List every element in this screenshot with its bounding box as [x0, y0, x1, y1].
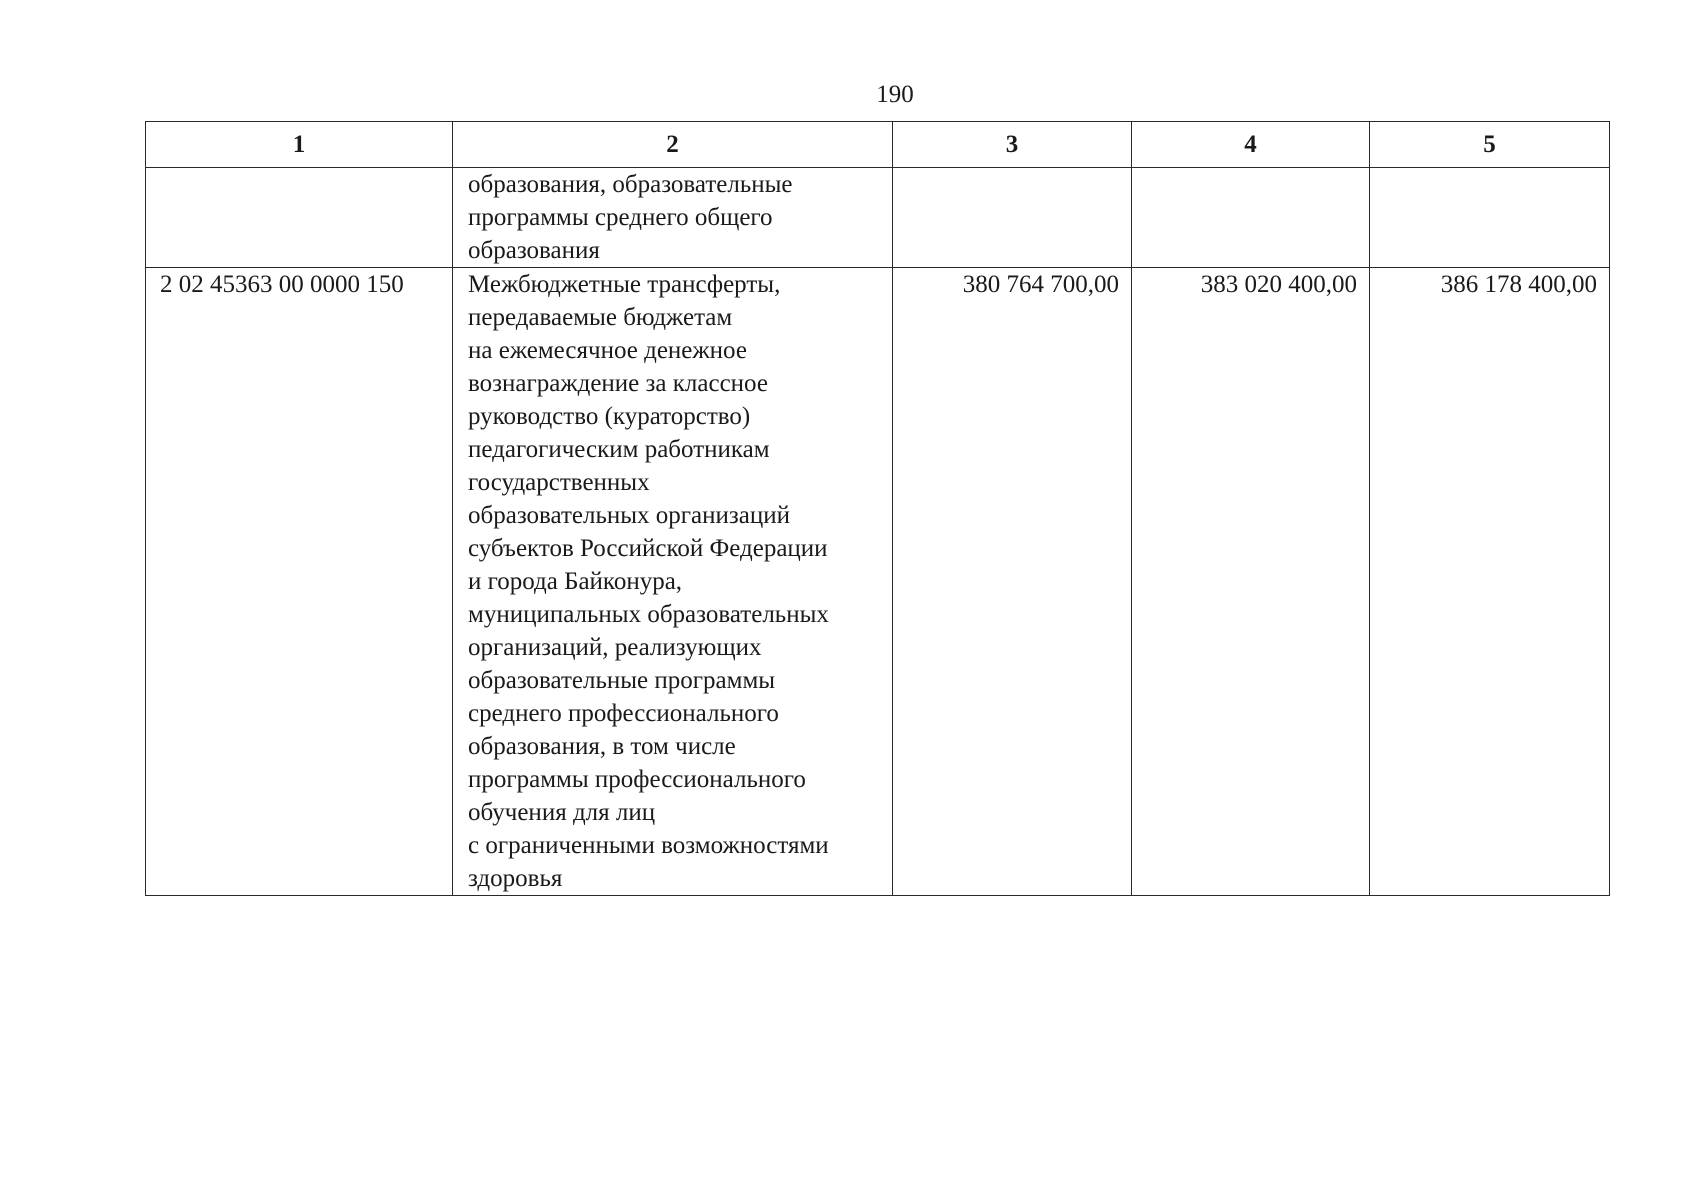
description-line: вознаграждение за классное	[468, 370, 768, 397]
description-line: среднего профессионального	[468, 700, 779, 727]
amount-cell-col5: 386 178 400,00	[1370, 268, 1610, 896]
description-line: образовательные программы	[468, 667, 776, 694]
amount-cell-col3: 380 764 700,00	[893, 268, 1132, 896]
amount-cell-col3	[893, 168, 1132, 268]
description-line: образовательных организаций	[468, 502, 791, 529]
column-header-5: 5	[1370, 122, 1610, 168]
description-line: образования	[468, 237, 600, 264]
description-line: на ежемесячное денежное	[468, 337, 747, 364]
code-cell	[146, 168, 453, 268]
description-line: педагогическим работникам	[468, 436, 770, 463]
table-header-row	[146, 122, 1610, 168]
column-header-3: 3	[893, 122, 1132, 168]
description-line: с ограниченными возможностями	[468, 832, 829, 859]
description-line: Межбюджетные трансферты,	[468, 271, 781, 298]
description-line: программы профессионального	[468, 766, 806, 793]
table-row	[146, 168, 1610, 268]
description-cell	[453, 268, 893, 896]
description-line: организаций, реализующих	[468, 634, 762, 661]
description-line: передаваемые бюджетам	[468, 304, 733, 331]
column-header-2: 2	[453, 122, 893, 168]
description-line: государственных	[468, 469, 650, 496]
description-line: программы среднего общего	[468, 204, 773, 231]
code-cell: 2 02 45363 00 0000 150	[146, 268, 453, 896]
description-line: образования, в том числе	[468, 733, 736, 760]
description-line: обучения для лиц	[468, 799, 656, 826]
budget-table	[145, 121, 1610, 896]
description-line: руководство (кураторство)	[468, 403, 751, 430]
amount-cell-col4: 383 020 400,00	[1132, 268, 1370, 896]
description-cell	[453, 168, 893, 268]
page-number: 190	[876, 81, 914, 108]
column-header-1: 1	[146, 122, 453, 168]
description-line: образования, образовательные	[468, 171, 793, 198]
amount-cell-col5	[1370, 168, 1610, 268]
description-line: и города Байконура,	[468, 568, 683, 595]
table-row	[146, 268, 1610, 896]
description-line: здоровья	[468, 865, 563, 892]
description-line: субъектов Российской Федерации	[468, 535, 828, 562]
amount-cell-col4	[1132, 168, 1370, 268]
description-line: муниципальных образовательных	[468, 601, 829, 628]
column-header-4: 4	[1132, 122, 1370, 168]
